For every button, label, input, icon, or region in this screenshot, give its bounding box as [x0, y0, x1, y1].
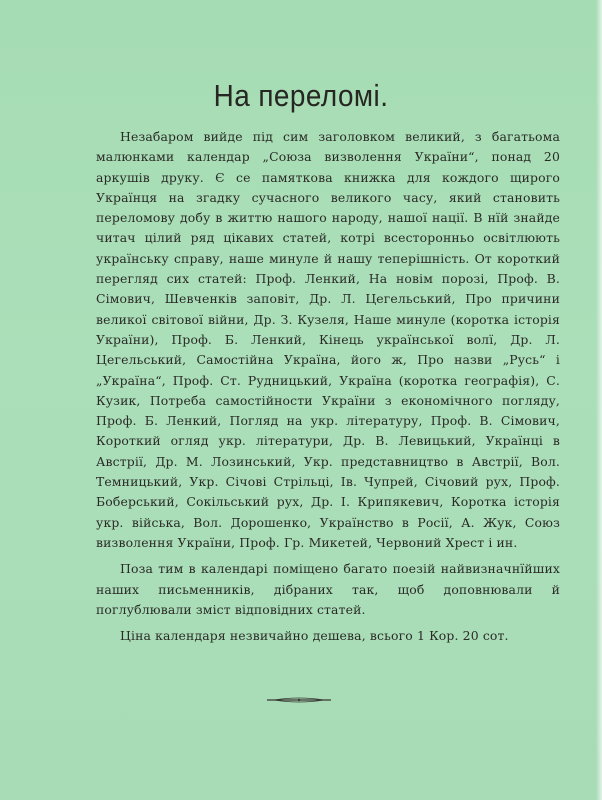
- body-text: [96, 127, 560, 646]
- paragraph-intro: Незабаром вийде під сим заголовком великий, з багатьома малюнками календар „Союза визволення України“, понад 20 аркушів друку. Є се памяткова книжка для кождого щирого Українця на згадку сучасного великого часу, який становить переломову добу в життю нашого народу, нашої нації. В нїй знайде читач цілий ряд цікавих статей, котрі всесторонньо освітлюють українську справу, наше минуле й нашу теперішність. От короткий перегляд сих статей: Проф. Ленкий, На новім порозі, Проф. В. Сімович, Шевченків заповіт, Др. Л. Цегельський, Про причини великої світової війни, Др. З. Кузеля, Наше минуле (коротка історія України), Проф. Б. Ленкий, Кінець української волї, Др. Л. Цегельський, Самостійна Україна, його ж, Про назви „Русь“ і „Україна“, Проф. Ст. Рудницький, Україна (коротка географія), С. Кузик, Потреба самостійности України з економічного погляду, Проф. Б. Ленкий, Погляд на укр. літературу, Проф. В. Сімович, Короткий огляд укр. літератури, Др. В. Левицький, Українці в Австрії, Др. М. Лозинський, Укр. представництво в Австрії, Вол. Темницький, Укр. Січові Стрільці, Ів. Чупрей, Січовий рух, Проф. Боберський, Сокільський рух, Др. І. Крипякевич, Коротка історія укр. війська, Вол. Дорошенко, Українство в Росії, А. Жук, Союз визволення України, Проф. Гр. Микетей, Червоний Хрест і ин.: [96, 129, 560, 550]
- ornament-rule: [266, 696, 332, 704]
- page-title: На переломі.: [213, 78, 389, 113]
- paragraph-price: Ціна календаря незвичайно дешева, всього 1 Кор. 20 сот.: [120, 628, 509, 644]
- paragraph-poetry: Поза тим в календарі поміщено багато поезій найвизначнїйших наших письменників, дібраних так, щоб доповнювали й поглублювали зміст відповідних статей.: [96, 561, 560, 617]
